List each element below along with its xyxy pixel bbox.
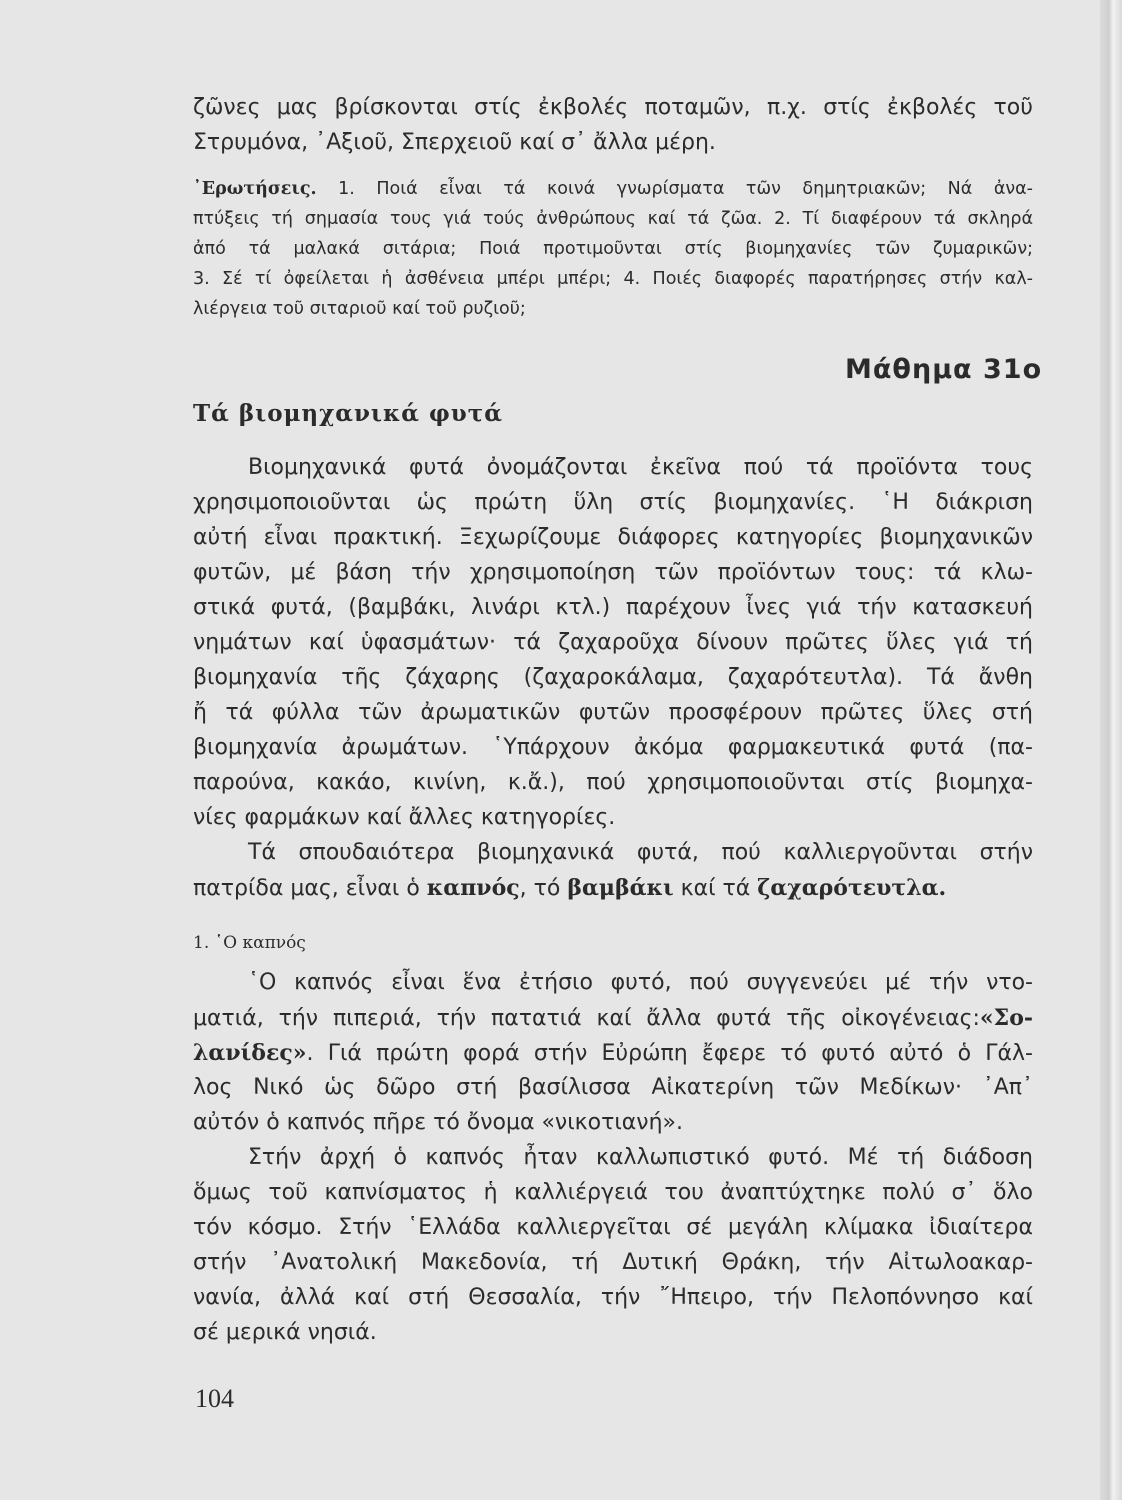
text-line: αὐτή εἶναι πρακτική. Ξεχωρίζουμε διάφορες κατηγορίες βιομηχανικῶν [193, 525, 1033, 550]
questions-line: πτύξεις τή σημασία τους γιά τούς ἀνθρώπους καί τά ζῶα. 2. Τί διαφέρουν τά σκληρά [193, 209, 1033, 229]
text-line: ζῶνες μας βρίσκονται στίς ἐκβολές ποταμῶν, π.χ. στίς ἐκβολές τοῦ [193, 95, 1033, 120]
text-line: βιομηχανία τῆς ζάχαρης (ζαχαροκάλαμα, ζαχαρότευτλα). Τά ἄνθη [193, 665, 1033, 690]
text-line: νημάτων καί ὑφασμάτων· τά ζαχαροῦχα δίνουν πρῶτες ὕλες γιά τή [193, 630, 1033, 655]
term-cotton: βαμβάκι [567, 875, 674, 901]
text-line: Τά σπουδαιότερα βιομηχανικά φυτά, πού καλλιεργοῦνται στήν [248, 840, 1033, 865]
text-line: τόν κόσμο. Στήν ῾Ελλάδα καλλιεργεῖται σέ μεγάλη κλίμακα ἰδιαίτερα [193, 1215, 1033, 1240]
text-span: πατρίδα μας, εἶναι ὁ [193, 876, 427, 901]
lesson-title: Μάθημα 31ο [845, 354, 1043, 385]
questions-text: 1. Ποιά εἶναι τά κοινά γνωρίσματα τῶν δημητριακῶν; Νά ἀνα- [316, 179, 1033, 199]
text-span: . Γιά πρώτη φορά στήν Εὐρώπη ἔφερε τό φυτό αὐτό ὁ Γάλ- [306, 1041, 1033, 1066]
questions-label: ᾿Ερωτήσεις. [193, 179, 317, 199]
questions-line: λιέργεια τοῦ σιταριοῦ καί τοῦ ρυζιοῦ; [193, 299, 526, 319]
text-line: νίες φαρμάκων καί ἄλλες κατηγορίες. [193, 805, 616, 830]
page-number: 104 [195, 1384, 234, 1413]
text-line: στήν ᾿Ανατολική Μακεδονία, τή Δυτική Θράκη, τήν Αἰτωλοακαρ- [193, 1250, 1033, 1275]
text-line: Βιομηχανικά φυτά ὀνομάζονται ἐκεῖνα πού τά προϊόντα τους [248, 455, 1033, 480]
term-tobacco: καπνός [426, 875, 520, 901]
text-line: Στρυμόνα, ᾿Αξιοῦ, Σπερχειοῦ καί σ᾿ ἄλλα μέρη. [193, 130, 716, 155]
term-solanides: λανίδες» [193, 1040, 307, 1066]
text-span: ματιά, τήν πιπεριά, τήν πατατιά καί ἄλλα φυτά τῆς οἰκογένειας: [193, 1006, 980, 1031]
text-line: σέ μερικά νησιά. [193, 1320, 377, 1345]
text-line: Στήν ἀρχή ὁ καπνός ἦταν καλλωπιστικό φυτό. Μέ τή διάδοση [248, 1145, 1033, 1170]
text-line: αὐτόν ὁ καπνός πῆρε τό ὄνομα «νικοτιανή». [193, 1110, 683, 1135]
text-line: στικά φυτά, (βαμβάκι, λινάρι κτλ.) παρέχουν ἶνες γιά τήν κατασκευή [193, 595, 1033, 620]
text-span: καί τά [673, 876, 758, 901]
text-line [193, 1038, 1033, 1069]
questions-line [193, 176, 1033, 203]
text-line: βιομηχανία ἀρωμάτων. ῾Υπάρχουν ἀκόμα φαρμακευτικά φυτά (πα- [193, 735, 1033, 760]
subsection-title: 1. ῾Ο καπνός [193, 933, 306, 953]
text-line: νανία, ἀλλά καί στή Θεσσαλία, τήν ῎Ηπειρο, τήν Πελοπόννησο καί [193, 1285, 1033, 1310]
text-line: παρούνα, κακάο, κινίνη, κ.ἄ.), πού χρησιμοποιοῦνται στίς βιομηχα- [193, 770, 1033, 795]
page-edge-shadow [1100, 0, 1122, 1500]
term-solanides: «Σο- [979, 1005, 1033, 1031]
questions-line: 3. Σέ τί ὀφείλεται ἡ ἀσθένεια μπέρι μπέρι; 4. Ποιές διαφορές παρατήρησες στήν καλ- [193, 269, 1033, 289]
section-title: Τά βιομηχανικά φυτά [193, 400, 503, 427]
text-span: , τό [519, 876, 568, 901]
text-line [193, 1003, 1033, 1034]
text-line: ῾Ο καπνός εἶναι ἕνα ἐτήσιο φυτό, πού συγγενεύει μέ τήν ντο- [248, 970, 1033, 995]
questions-line: ἀπό τά μαλακά σιτάρια; Ποιά προτιμοῦνται στίς βιομηχανίες τῶν ζυμαρικῶν; [193, 239, 1033, 259]
text-line [193, 873, 1033, 904]
text-line: ἤ τά φύλλα τῶν ἀρωματικῶν φυτῶν προσφέρουν πρῶτες ὕλες στή [193, 700, 1033, 725]
text-line: ὅμως τοῦ καπνίσματος ἡ καλλιέργειά του ἀναπτύχτηκε πολύ σ᾿ ὅλο [193, 1180, 1033, 1205]
text-line: χρησιμοποιοῦνται ὡς πρώτη ὕλη στίς βιομηχανίες. ῾Η διάκριση [193, 490, 1033, 515]
term-sugarbeet: ζαχαρότευτλα. [757, 875, 947, 901]
text-line: λος Νικό ὡς δῶρο στή βασίλισσα Αἰκατερίνη τῶν Μεδίκων· ᾿Απ᾿ [193, 1075, 1033, 1100]
text-line: φυτῶν, μέ βάση τήν χρησιμοποίηση τῶν προϊόντων τους: τά κλω- [193, 560, 1033, 585]
